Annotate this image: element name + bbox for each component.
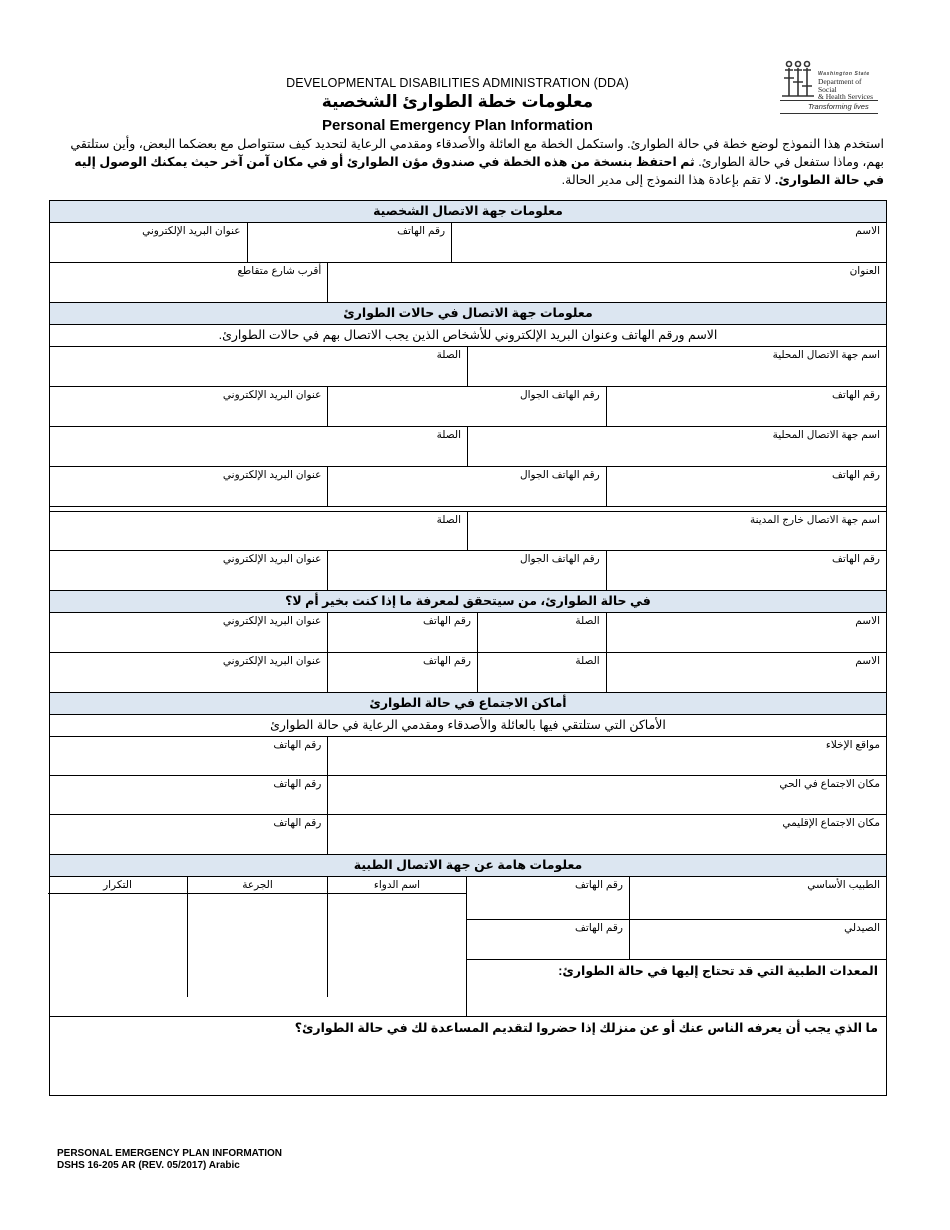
primary-doctor-phone-field[interactable]: رقم الهاتف [575, 879, 623, 891]
medication-name-column[interactable] [327, 877, 466, 997]
regional-row [50, 815, 886, 855]
intro-text-2: لا تقم بإعادة هذا النموذج إلى مدير الحالة. [561, 173, 772, 187]
local-contact-2-name-field[interactable]: اسم جهة الاتصال المحلية [467, 427, 886, 466]
medications-table [48, 877, 467, 1016]
local-contact-2-email-field[interactable]: عنوان البريد الإلكتروني [222, 469, 322, 481]
evacuation-row [50, 737, 886, 776]
medical-contact-heading: معلومات هامة عن جهة الاتصال الطبية [50, 855, 886, 877]
check-person-2-row [50, 653, 886, 693]
check-person-1-relation-field[interactable]: الصلة [477, 613, 606, 652]
neighborhood-phone-field[interactable]: رقم الهاتف [273, 778, 322, 790]
footer-form-title: PERSONAL EMERGENCY PLAN INFORMATION [57, 1148, 283, 1159]
neighborhood-row [50, 776, 886, 815]
personal-contact-heading: معلومات جهة الاتصال الشخصية [50, 201, 886, 223]
out-of-town-phone-row [50, 551, 886, 591]
emergency-plan-form [49, 200, 887, 1096]
intro-text-bold: ثم احتفظ بنسخة من هذه الخطة في صندوق مؤن الطوارئ أو في مكان آمن آخر حيث يمكنك الوصول إليه في حالة الطوارئ. [74, 155, 884, 187]
dshs-logo-mark-icon [780, 60, 816, 98]
pharmacist-phone-field[interactable]: رقم الهاتف [575, 922, 623, 934]
local-contact-2-phone-field[interactable]: رقم الهاتف [606, 467, 886, 506]
personal-cross-street-field[interactable]: أقرب شارع متقاطع [237, 265, 322, 277]
agency-name: DEVELOPMENTAL DISABILITIES ADMINISTRATION (DDA) [286, 76, 629, 90]
medication-frequency-header: التكرار [48, 877, 187, 894]
local-contact-1-relation-field[interactable]: الصلة [436, 349, 461, 361]
check-person-2-phone-field[interactable]: رقم الهاتف [327, 653, 477, 692]
personal-phone-field[interactable]: رقم الهاتف [247, 223, 452, 262]
local-contact-1-row [50, 347, 886, 387]
check-person-2-name-field[interactable]: الاسم [606, 653, 886, 692]
page-title-arabic: معلومات خطة الطوارئ الشخصية [321, 92, 594, 111]
check-person-1-row [50, 613, 886, 653]
check-person-2-relation-field[interactable]: الصلة [477, 653, 606, 692]
medical-section [50, 877, 886, 1017]
medications-columns [48, 877, 466, 997]
evacuation-phone-field[interactable]: رقم الهاتف [273, 739, 322, 751]
local-contact-2-phone-row [50, 467, 886, 507]
emergency-contact-subheading: الاسم ورقم الهاتف وعنوان البريد الإلكتروني للأشخاص الذين يجب الاتصال بهم في حالات الطوارئ. [50, 325, 886, 347]
primary-doctor-row [467, 877, 886, 920]
personal-address-field[interactable]: العنوان [327, 263, 886, 302]
medication-frequency-column[interactable] [48, 877, 187, 997]
neighborhood-meeting-field[interactable]: مكان الاجتماع في الحي [327, 776, 886, 814]
evacuation-sites-field[interactable]: مواقع الإخلاء [327, 737, 886, 775]
logo-dept-line1: Department of Social [818, 77, 862, 94]
regional-meeting-field[interactable]: مكان الاجتماع الإقليمي [327, 815, 886, 854]
local-contact-2-relation-field[interactable]: الصلة [436, 429, 461, 441]
out-of-town-name-field[interactable]: اسم جهة الاتصال خارج المدينة [467, 512, 886, 550]
out-of-town-phone-field[interactable]: رقم الهاتف [606, 551, 886, 590]
footer-form-number: DSHS 16-205 AR (REV. 05/2017) Arabic [57, 1160, 240, 1171]
local-contact-1-phone-row [50, 387, 886, 427]
what-people-should-know-field[interactable]: ما الذي يجب أن يعرفه الناس عنك أو عن منزلك إذا حضروا لتقديم المساعدة لك في حالة الطوارئ؟ [294, 1021, 878, 1035]
medical-equipment-field[interactable]: المعدات الطبية التي قد تحتاج إليها في حالة الطوارئ: [558, 964, 878, 978]
emergency-contact-heading: معلومات جهة الاتصال في حالات الطوارئ [50, 303, 886, 325]
personal-name-field[interactable]: الاسم [451, 223, 886, 262]
pharmacist-field[interactable]: الصيدلي [629, 920, 886, 959]
out-of-town-mobile-field[interactable]: رقم الهاتف الجوال [327, 551, 605, 590]
dshs-logo [778, 60, 878, 116]
check-person-1-name-field[interactable]: الاسم [606, 613, 886, 652]
personal-row-2 [50, 263, 886, 303]
personal-row-1 [50, 223, 886, 263]
local-contact-2-row [50, 427, 886, 467]
out-of-town-contact-row [50, 512, 886, 551]
check-on-you-heading: في حالة الطوارئ، من سيتحقق لمعرفة ما إذا كنت بخير أم لا؟ [50, 591, 886, 613]
meeting-places-subheading: الأماكن التي ستلتقي فيها بالعائلة والأصدقاء ومقدمي الرعاية في حالة الطوارئ [50, 715, 886, 737]
local-contact-1-email-field[interactable]: عنوان البريد الإلكتروني [222, 389, 322, 401]
medication-dose-column[interactable] [187, 877, 327, 997]
logo-divider [780, 100, 878, 101]
local-contact-1-name-field[interactable]: اسم جهة الاتصال المحلية [467, 347, 886, 386]
intro-paragraph [52, 135, 884, 189]
meeting-places-heading: أماكن الاجتماع في حالة الطوارئ [50, 693, 886, 715]
local-contact-2-mobile-field[interactable]: رقم الهاتف الجوال [327, 467, 605, 506]
primary-doctor-field[interactable]: الطبيب الأساسي [629, 877, 886, 919]
logo-dept-line2: & Health Services [818, 92, 873, 101]
medication-name-header: اسم الدواء [328, 877, 466, 894]
document-footer [57, 1148, 282, 1172]
out-of-town-email-field[interactable]: عنوان البريد الإلكتروني [222, 553, 322, 565]
intro-text-1: استخدم هذا النموذج لوضع خطة في حالة الطوارئ. واستكمل الخطة مع العائلة والأصدقاء ومقدمي الرعاية لتحديد كيف ستتواصل مع بعضكما البعض، وأين ستلتقي بهم، وماذا ستفعل في حالة الطوارئ. [70, 137, 884, 169]
personal-email-field[interactable]: عنوان البريد الإلكتروني [142, 225, 241, 237]
logo-tagline: Transforming lives [808, 102, 869, 111]
check-person-1-email-field[interactable]: عنوان البريد الإلكتروني [222, 615, 322, 627]
logo-department [818, 78, 878, 101]
page-title-english: Personal Emergency Plan Information [322, 117, 593, 134]
regional-phone-field[interactable]: رقم الهاتف [273, 817, 322, 829]
medication-dose-header: الجرعة [188, 877, 327, 894]
medical-contacts [467, 877, 886, 1016]
logo-state: Washington State [818, 71, 870, 77]
pharmacist-row [467, 920, 886, 960]
local-contact-1-phone-field[interactable]: رقم الهاتف [606, 387, 886, 426]
logo-divider-bottom [780, 113, 878, 114]
check-person-1-phone-field[interactable]: رقم الهاتف [327, 613, 477, 652]
local-contact-1-mobile-field[interactable]: رقم الهاتف الجوال [327, 387, 605, 426]
check-person-2-email-field[interactable]: عنوان البريد الإلكتروني [222, 655, 322, 667]
out-of-town-relation-field[interactable]: الصلة [436, 514, 461, 526]
